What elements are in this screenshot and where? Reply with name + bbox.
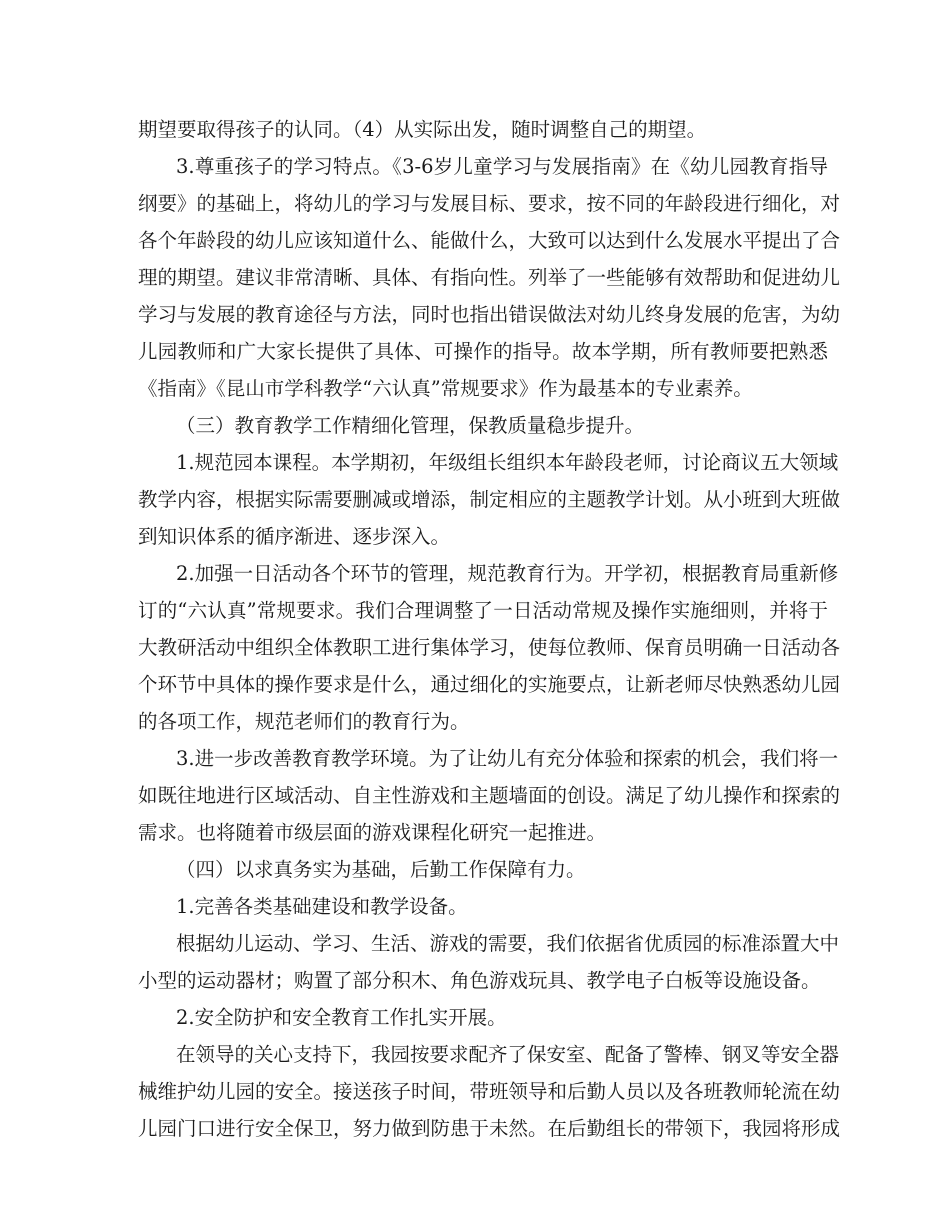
paragraph-line: 如既往地进行区域活动、自主性游戏和主题墙面的创设。满足了幼儿操作和探索的: [138, 784, 841, 807]
paragraph-line: 纲要》的基础上，将幼儿的学习与发展目标、要求，按不同的年龄段进行细化，对: [138, 192, 841, 215]
paragraph-line: 订的“六认真”常规要求。我们合理调整了一日活动常规及操作实施细则，并将于: [138, 599, 828, 622]
paragraph-line: 的各项工作，规范老师们的教育行为。: [138, 710, 470, 733]
paragraph-line: 3.进一步改善教育教学环境。为了让幼儿有充分体验和探索的机会，我们将一: [176, 747, 839, 770]
paragraph-line: 《指南》《昆山市学科教学“六认真”常规要求》作为最基本的专业素养。: [138, 377, 753, 400]
paragraph-line: 理的期望。建议非常清晰、具体、有指向性。列举了一些能够有效帮助和促进幼儿: [138, 266, 841, 289]
paragraph-line: 械维护幼儿园的安全。接送孩子时间，带班领导和后勤人员以及各班教师轮流在幼: [138, 1080, 841, 1103]
paragraph-line: 2.加强一日活动各个环节的管理，规范教育行为。开学初，根据教育局重新修: [176, 562, 839, 585]
paragraph-line: 大教研活动中组织全体教职工进行集体学习，使每位教师、保育员明确一日活动各: [138, 636, 841, 659]
text-line: 期望要取得孩子的认同。（4）从实际出发，随时调整自己的期望。: [138, 118, 707, 141]
paragraph-line: 小型的运动器材；购置了部分积木、角色游戏玩具、教学电子白板等设施设备。: [138, 969, 821, 992]
paragraph-line: 到知识体系的循序渐进、逐步深入。: [138, 525, 451, 548]
paragraph-line: 根据幼儿运动、学习、生活、游戏的需要，我们依据省优质园的标准添置大中: [176, 932, 840, 955]
paragraph-line: 在领导的关心支持下，我园按要求配齐了保安室、配备了警棒、钢叉等安全器: [176, 1043, 840, 1066]
paragraph-line: 儿园门口进行安全保卫，努力做到防患于未然。在后勤组长的带领下，我园将形成: [138, 1117, 841, 1140]
paragraph-line: 各个年龄段的幼儿应该知道什么、能做什么，大致可以达到什么发展水平提出了合: [138, 229, 841, 252]
section-heading: （四）以求真务实为基础，后勤工作保障有力。: [176, 858, 586, 881]
paragraph-line: 个环节中具体的操作要求是什么，通过细化的实施要点，让新老师尽快熟悉幼儿园: [138, 673, 841, 696]
paragraph-line: 儿园教师和广大家长提供了具体、可操作的指导。故本学期，所有教师要把熟悉: [138, 340, 828, 363]
paragraph-line: 教学内容，根据实际需要删减或增添，制定相应的主题教学计划。从小班到大班做: [138, 488, 841, 511]
paragraph-line: 学习与发展的教育途径与方法，同时也指出错误做法对幼儿终身发展的危害，为幼: [138, 303, 841, 326]
paragraph-line: 1.规范园本课程。本学期初，年级组长组织本年龄段老师，讨论商议五大领域: [176, 451, 839, 474]
section-heading: （三）教育教学工作精细化管理，保教质量稳步提升。: [176, 414, 645, 437]
subsection-heading: 2.安全防护和安全教育工作扎实开展。: [176, 1006, 507, 1029]
paragraph-line: 3.尊重孩子的学习特点。《3-6岁儿童学习与发展指南》在《幼儿园教育指导: [176, 155, 828, 178]
subsection-heading: 1.完善各类基础建设和教学设备。: [176, 895, 468, 918]
paragraph-line: 需求。也将随着市级层面的游戏课程化研究一起推进。: [138, 821, 607, 844]
